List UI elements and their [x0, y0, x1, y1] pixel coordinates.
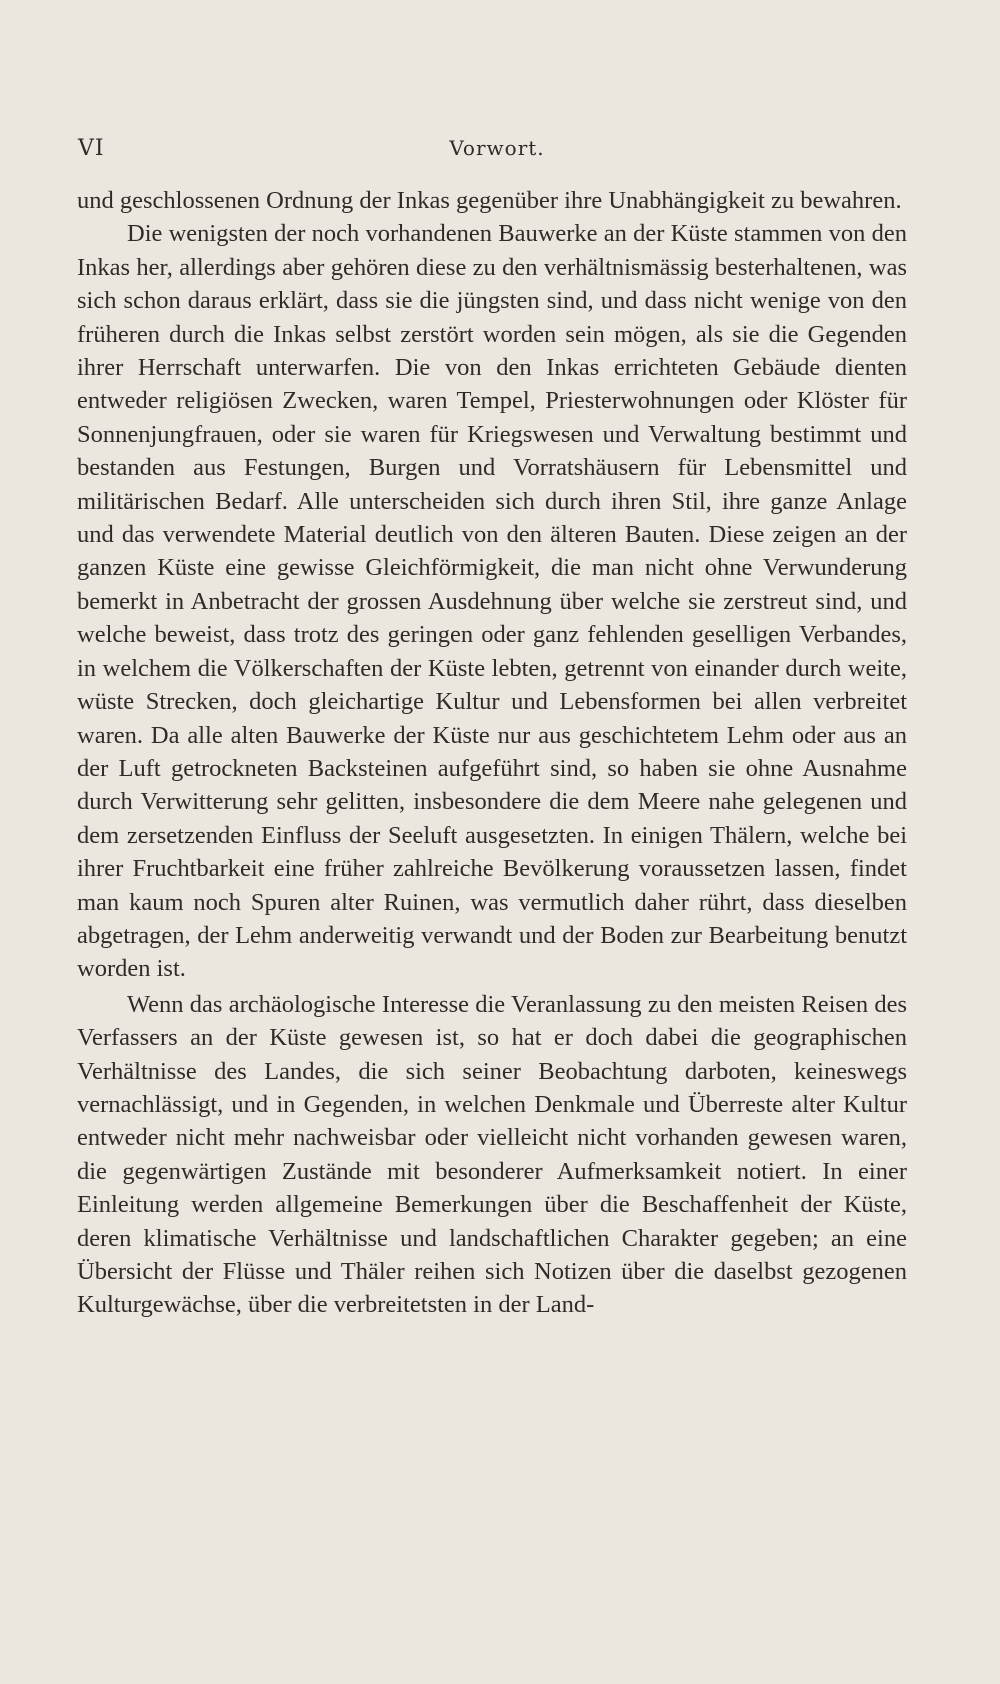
paragraph: Die wenigsten der noch vorhandenen Bauwerke an der Küste stammen von den Inkas her, allerdings aber gehören diese zu den verhältnismässig besterhaltenen, was sich schon daraus erklärt, dass sie die jüngsten sind, und dass nicht wenige von den früheren durch die Inkas selbst zerstört worden sein mögen, als sie die Gegenden ihrer Herrschaft unterwarfen. Die von den Inkas errichteten Gebäude dienten entweder religiösen Zwecken, waren Tempel, Priesterwohnungen oder Klöster für Sonnenjungfrauen, oder sie waren für Kriegswesen und Verwaltung bestimmt und bestanden aus Festungen, Burgen und Vorratshäusern für Lebensmittel und militärischen Bedarf. Alle unterscheiden sich durch ihren Stil, ihre ganze Anlage und das verwendete Material deutlich von den älteren Bauten. Diese zeigen an der ganzen Küste eine gewisse Gleichförmigkeit, die man nicht ohne Verwunderung bemerkt in Anbetracht der grossen Ausdehnung über welche sie zerstreut sind, und welche beweist, dass trotz des geringen oder ganz fehlenden geselligen Verbandes, in welchem die Völkerschaften der Küste lebten, getrennt von einander durch weite, wüste Strecken, doch gleichartige Kultur und Lebensformen bei allen verbreitet waren. Da alle alten Bauwerke der Küste nur aus geschichtetem Lehm oder aus an der Luft getrockneten Backsteinen aufgeführt sind, so haben sie ohne Ausnahme durch Verwitterung sehr gelitten, insbesondere die dem Meere nahe gelegenen und dem zersetzenden Einfluss der Seeluft ausgesetzten. In einigen Thälern, welche bei ihrer Fruchtbarkeit eine früher zahlreiche Bevölkerung voraussetzen lassen, findet man kaum noch Spuren alter Ruinen, was vermutlich daher rührt, dass dieselben abgetragen, der Lehm anderweitig verwandt und der Boden zur Bearbeitung benutzt worden ist.	[77, 220, 907, 983]
body-text	[77, 184, 907, 1322]
page-header	[78, 136, 916, 170]
paragraph: Wenn das archäologische Interesse die Veranlassung zu den meisten Reisen des Verfassers an der Küste gewesen ist, so hat er doch dabei die geographischen Verhältnisse des Landes, die sich seiner Beobachtung darboten, keineswegs vernachlässigt, und in Gegenden, in welchen Denkmale und Überreste alter Kultur entweder nicht mehr nachweisbar oder vielleicht nicht vorhanden gewesen waren, die gegenwärtigen Zustände mit besonderer Aufmerksamkeit notiert. In einer Einleitung werden allgemeine Bemerkungen über die Beschaffenheit der Küste, deren klimatische Verhältnisse und landschaftlichen Charakter gegeben; an eine Übersicht der Flüsse und Thäler reihen sich Notizen über die daselbst gezogenen Kulturgewächse, über die verbreitetsten in der Land-	[77, 990, 907, 1319]
page-number: VI	[78, 136, 105, 161]
running-head: Vorwort.	[449, 136, 545, 160]
paragraph-continued: und geschlossenen Ordnung der Inkas gegenüber ihre Unabhängigkeit zu bewahren.	[77, 187, 902, 214]
